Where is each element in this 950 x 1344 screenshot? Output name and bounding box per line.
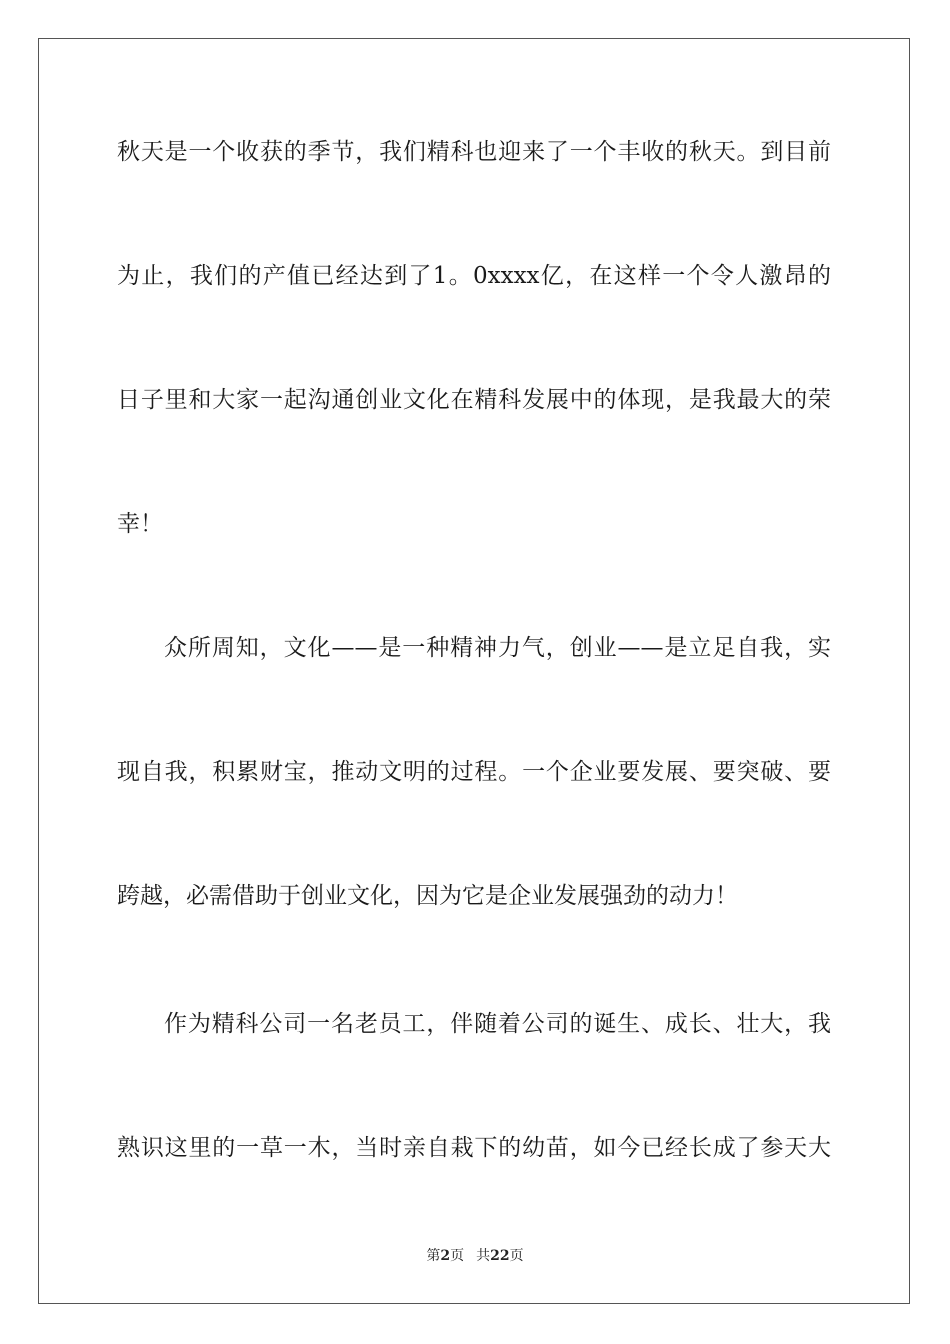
total-pages: 22 xyxy=(490,1248,510,1264)
page-border xyxy=(38,38,910,1304)
page-suffix: 页 xyxy=(450,1248,465,1264)
body-text-line: 日子里和大家一起沟通创业文化在精科发展中的体现，是我最大的荣 xyxy=(117,387,831,413)
body-text-line: 作为精科公司一名老员工，伴随着公司的诞生、成长、壮大，我 xyxy=(164,1011,831,1037)
page-number: 2 xyxy=(440,1248,451,1264)
body-text-line: 为止，我们的产值已经达到了1。0xxxx亿，在这样一个令人激昂的 xyxy=(117,263,831,289)
body-text-line: 秋天是一个收获的季节，我们精科也迎来了一个丰收的秋天。到目前 xyxy=(117,139,831,165)
body-text-line: 熟识这里的一草一木，当时亲自栽下的幼苗，如今已经长成了参天大 xyxy=(117,1135,831,1161)
total-suffix: 页 xyxy=(509,1248,524,1264)
page-prefix: 第 xyxy=(426,1248,441,1264)
body-text-line: 幸！ xyxy=(117,511,163,537)
body-text-line: 跨越，必需借助于创业文化，因为它是企业发展强劲的动力！ xyxy=(117,883,738,909)
body-text-line: 众所周知，文化——是一种精神力气，创业——是立足自我，实 xyxy=(164,635,831,661)
total-prefix: 共 xyxy=(476,1248,491,1264)
body-text-line: 现自我，积累财宝，推动文明的过程。一个企业要发展、要突破、要 xyxy=(117,759,831,785)
page-footer xyxy=(0,1246,950,1266)
